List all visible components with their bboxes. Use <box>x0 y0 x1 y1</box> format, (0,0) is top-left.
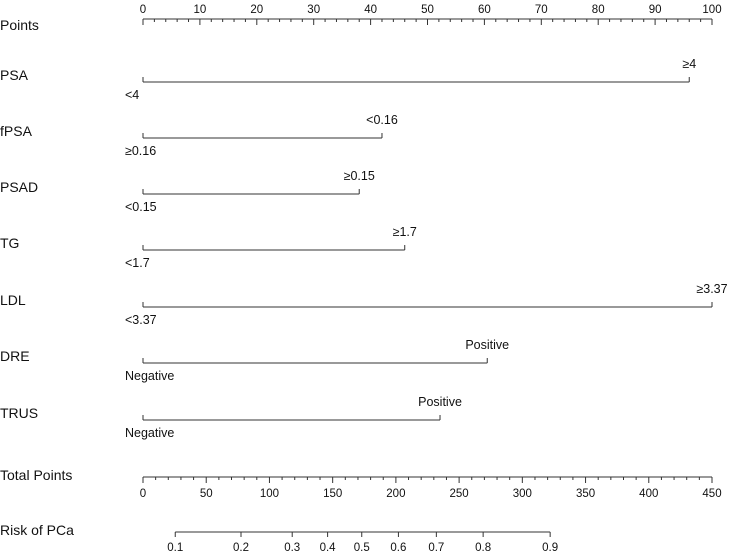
variable-high-label: ≥1.7 <box>392 225 417 239</box>
risk-axis-label: Risk of PCa <box>0 522 74 538</box>
points-tick-label: 90 <box>648 4 662 16</box>
points-tick-label: 100 <box>702 4 722 16</box>
points-axis <box>0 4 722 33</box>
points-tick-label: 10 <box>193 4 207 16</box>
variable-row-tg <box>0 225 417 270</box>
variable-name: PSAD <box>0 179 39 195</box>
variable-low-label: Negative <box>125 369 175 383</box>
variable-low-label: <1.7 <box>125 256 150 270</box>
total-tick-label: 300 <box>512 488 532 500</box>
risk-tick-label: 0.3 <box>284 542 301 552</box>
risk-tick-label: 0.8 <box>475 542 492 552</box>
total-points-label: Total Points <box>0 467 73 483</box>
variable-name: TRUS <box>0 405 39 421</box>
variable-low-label: <4 <box>125 88 140 102</box>
points-tick-label: 80 <box>591 4 605 16</box>
variable-high-label: ≥0.15 <box>343 169 375 183</box>
variable-rows <box>0 57 728 440</box>
points-axis-label: Points <box>0 17 39 33</box>
total-tick-label: 350 <box>575 488 596 500</box>
variable-row-trus <box>0 395 462 440</box>
total-points-ticks <box>140 477 722 500</box>
risk-axis <box>0 522 558 552</box>
points-tick-label: 40 <box>364 4 377 16</box>
variable-row-psa <box>0 57 696 102</box>
total-tick-label: 450 <box>702 488 722 500</box>
points-axis-ticks <box>140 4 722 25</box>
variable-name: TG <box>0 235 20 251</box>
total-tick-label: 400 <box>639 488 659 500</box>
points-tick-label: 70 <box>534 4 548 16</box>
variable-row-psad <box>0 169 375 214</box>
variable-high-label: ≥3.37 <box>696 282 728 296</box>
variable-high-label: <0.16 <box>366 113 398 127</box>
risk-tick-label: 0.5 <box>353 542 370 552</box>
risk-tick-label: 0.4 <box>319 542 336 552</box>
variable-low-label: ≥0.16 <box>125 144 157 158</box>
variable-high-label: ≥4 <box>682 57 697 71</box>
variable-low-label: Negative <box>125 426 175 440</box>
points-tick-label: 60 <box>478 4 491 16</box>
variable-name: DRE <box>0 348 30 364</box>
total-tick-label: 250 <box>449 488 469 500</box>
risk-tick-label: 0.6 <box>390 542 407 552</box>
risk-tick-label: 0.1 <box>167 542 184 552</box>
risk-tick-label: 0.9 <box>542 542 559 552</box>
total-tick-label: 150 <box>323 488 343 500</box>
variable-name: fPSA <box>0 123 32 139</box>
points-tick-label: 0 <box>139 4 147 16</box>
total-tick-label: 0 <box>139 488 147 500</box>
variable-name: PSA <box>0 67 29 83</box>
variable-row-ldl <box>0 282 728 327</box>
points-tick-label: 30 <box>307 4 321 16</box>
variable-row-fpsa <box>0 113 398 158</box>
variable-low-label: <0.15 <box>125 200 157 214</box>
total-tick-label: 100 <box>259 488 280 500</box>
total-tick-label: 50 <box>199 488 213 500</box>
risk-axis-ticks <box>167 532 558 552</box>
points-tick-label: 50 <box>421 4 434 16</box>
variable-low-label: <3.37 <box>125 313 157 327</box>
variable-row-dre <box>0 338 509 383</box>
variable-name: LDL <box>0 292 26 308</box>
points-tick-label: 20 <box>250 4 264 16</box>
total-tick-label: 200 <box>386 488 406 500</box>
total-points-axis <box>0 467 722 500</box>
risk-tick-label: 0.7 <box>428 542 445 552</box>
variable-high-label: Positive <box>418 395 462 409</box>
risk-tick-label: 0.2 <box>232 542 249 552</box>
variable-high-label: Positive <box>465 338 510 352</box>
